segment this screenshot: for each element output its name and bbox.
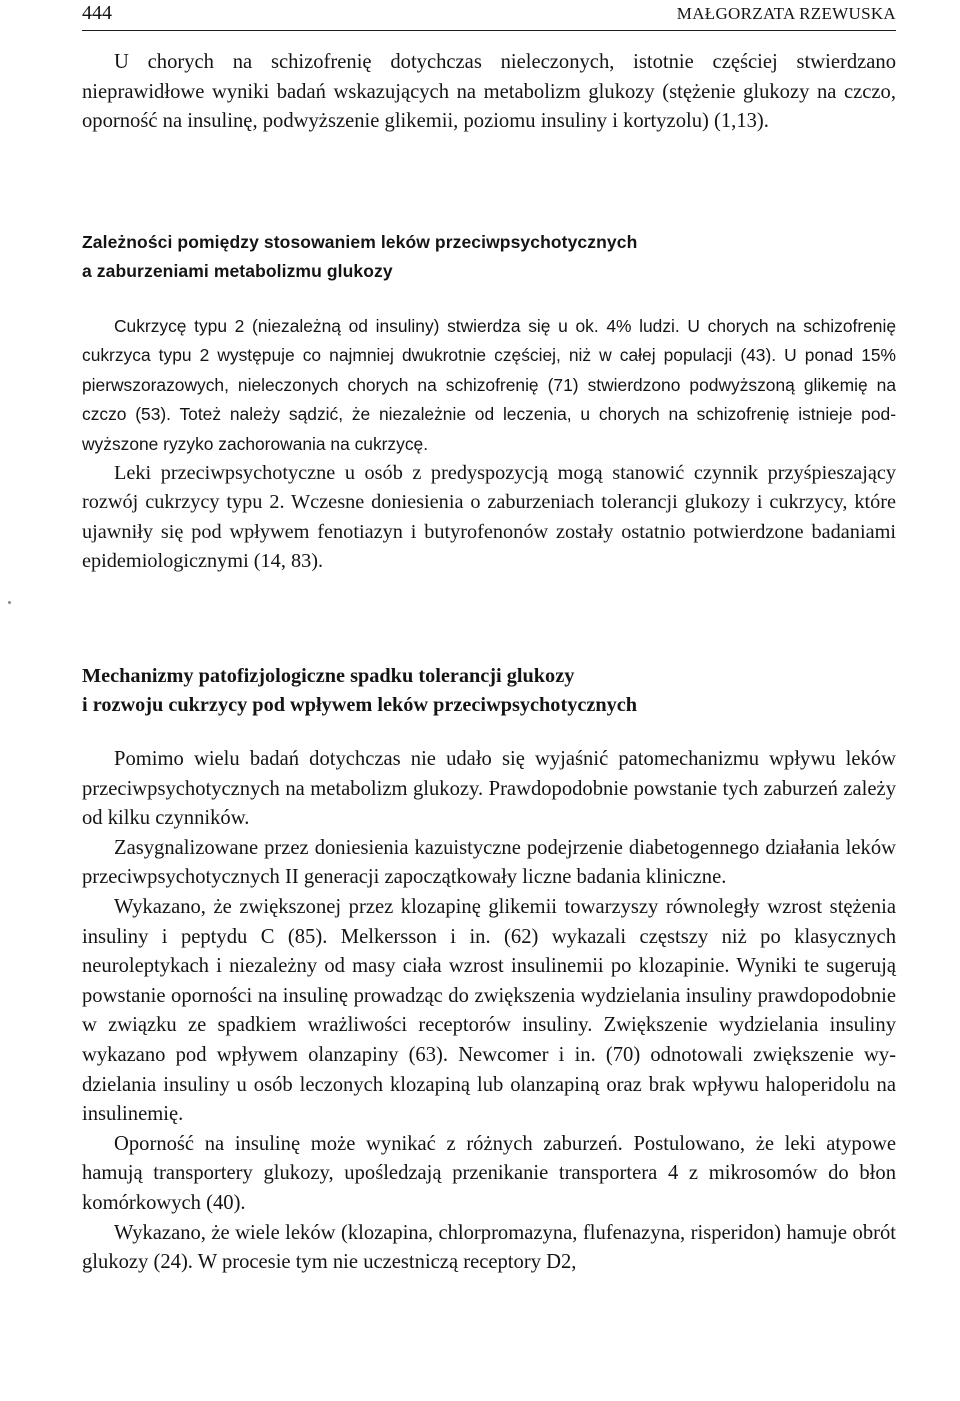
section2-paragraph3: Wykazano, że zwiększonej przez klozapinę glikemii towarzyszy równoległy wzrost stężenia insuliny i peptydu C (85). Melkersson i in. (62) wykazali częstszy niż po klasycznych neuroleptykach i niezależny od masy ciała wzrost insulinemii po klozapinie. Wyniki te sugerują powstanie oporności na insulinę prowadząc do zwiększenia wydzielania insuliny prawdopodobnie w związku ze spadkiem wrażliwości receptorów insuliny. Zwiększenie wydzielania insuliny wykazano pod wpływem olanzapiny (63). Newcomer i in. (70) odnotowali zwiększenie wydzielania insuliny u osób leczonych klozapiną lub olanzapiną oraz brak wpływu haloperidolu na insulinemię. (82, 895, 896, 1126)
section1-heading-line2: a zaburzeniami metabolizmu glukozy (82, 261, 393, 281)
section1-body (82, 312, 896, 577)
page-number: 444 (82, 2, 112, 24)
section2-paragraph1: Pomimo wielu badań dotychczas nie udało się wyjaśnić patomechanizmu wpływu leków przeciwpsychotycznych na metabolizm glukozy. Prawdopodobnie powstanie tych zaburzeń zależy od kilku czynników. (82, 748, 896, 830)
section2-paragraph5: Wykazano, że wiele leków (klozapina, chlorpromazyna, flufenazyna, risperidon) hamuje obrót glukozy (24). W procesie tym nie uczestniczą receptory D2, (82, 1221, 896, 1274)
section2-heading (82, 662, 896, 720)
section1-heading-line1: Zależności pomiędzy stosowaniem leków przeciwpsychotycznych (82, 232, 638, 252)
running-head-author: MAŁGORZATA RZEWUSKA (676, 4, 896, 23)
section2-body (82, 745, 896, 1278)
section2-heading-line2: i rozwoju cukrzycy pod wpływem leków przeciwpsychotycznych (82, 694, 638, 716)
section2-paragraph4: Oporność na insulinę może wynikać z różnych zaburzeń. Postulowano, że leki atypowe hamują transportery glukozy, upośledzają przenikanie transportera 4 z mikrosomów do błon komórkowych (40). (82, 1132, 896, 1214)
section2-paragraph2: Zasygnalizowane przez doniesienia kazuistyczne podejrzenie diabetogennego działania leków przeciwpsychotycznych II generacji zapoczątkowały liczne badania kliniczne. (82, 836, 896, 889)
scan-speck (8, 601, 11, 604)
running-head (82, 0, 896, 31)
intro-block (82, 48, 896, 137)
section1-paragraph2: Leki przeciwpsychotyczne u osób z predyspozycją mogą stanowić czynnik przyśpieszający rozwój cukrzycy typu 2. Wczesne doniesienia o zaburzeniach tolerancji glukozy i cukrzycy, które ujawniły się pod wpływem fenotiazyn i butyrofenonów zostały ostatnio potwierdzone badaniami epidemiologicznymi (14, 83). (82, 462, 896, 573)
section2-heading-line1: Mechanizmy patofizjologiczne spadku tolerancji glukozy (82, 665, 575, 687)
intro-paragraph: U chorych na schizofrenię dotychczas nieleczonych, istotnie częściej stwierdzano nieprawidłowe wyniki badań wskazujących na metabolizm glukozy (stężenie glukozy na czczo, oporność na insulinę, podwyższenie glikemii, poziomu insuliny i kortyzolu) (1,13). (82, 51, 896, 133)
section1-heading (82, 228, 896, 286)
section1-paragraph1: Cukrzycę typu 2 (niezależną od insuliny) stwierdza się u ok. 4% ludzi. U chorych na schizofrenię cukrzyca typu 2 występuje co najmniej dwukrotnie częściej, niż w całej populacji (43). U ponad 15% pierwszorazowych, nieleczonych chorych na schizofrenię (71) stwierdzono podwyższoną glikemię na czczo (53). Toteż należy sądzić, że niezależnie od leczenia, u chorych na schizofrenię istnieje podwyższone ryzyko zachorowania na cukrzycę. (82, 316, 896, 454)
